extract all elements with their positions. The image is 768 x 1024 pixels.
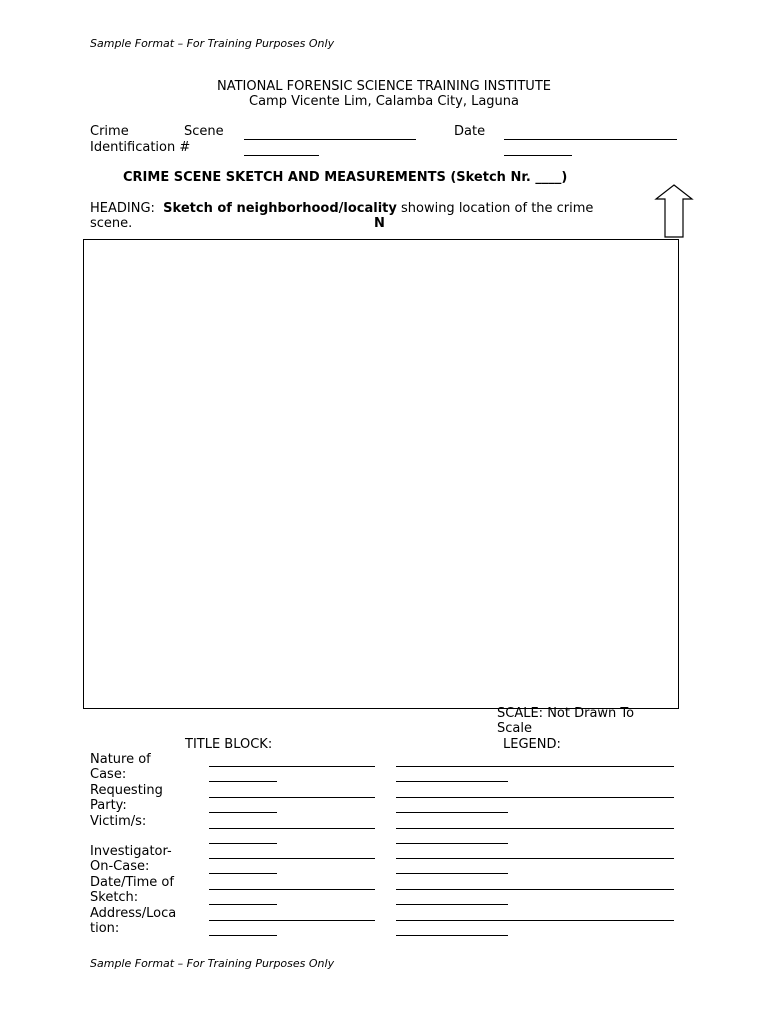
legend-line-short[interactable] (396, 904, 508, 905)
legend-line-short[interactable] (396, 843, 508, 844)
title-block-line-short[interactable] (209, 904, 277, 905)
title-block-line-short[interactable] (209, 873, 277, 874)
row-label-line-1: Nature of (90, 752, 151, 767)
legend-label: LEGEND: (503, 737, 561, 752)
watermark-top: Sample Format – For Training Purposes Only (90, 37, 335, 50)
title-block-line[interactable] (209, 766, 375, 767)
date-line[interactable] (504, 139, 677, 140)
heading-line-2: scene. (90, 216, 133, 231)
heading-bold-text: Sketch of neighborhood/locality (163, 201, 397, 216)
row-label-line-1: Requesting (90, 783, 163, 798)
scale-line-1: SCALE: Not Drawn To (497, 706, 635, 721)
identification-line[interactable] (244, 155, 319, 156)
heading-label: HEADING: (90, 201, 155, 216)
row-label-line-1: Date/Time of (90, 875, 174, 890)
crime-scene-word1: Crime (90, 124, 129, 139)
title-block-line[interactable] (209, 920, 375, 921)
title-block-line[interactable] (209, 828, 375, 829)
row-label-line-2: Sketch: (90, 890, 139, 905)
legend-line[interactable] (396, 828, 674, 829)
row-label-line-1: Investigator- (90, 844, 172, 859)
row-label-line-1: Victim/s: (90, 814, 147, 829)
identification-label: Identification # (90, 140, 191, 155)
crime-scene-word2: Scene (184, 124, 224, 139)
title-block-line-short[interactable] (209, 935, 277, 936)
title-block-label: TITLE BLOCK: (185, 737, 273, 752)
institute-name: NATIONAL FORENSIC SCIENCE TRAINING INSTITUTE (217, 79, 551, 94)
legend-line-short[interactable] (396, 781, 508, 782)
row-label-line-2: Party: (90, 798, 127, 813)
form-title: CRIME SCENE SKETCH AND MEASUREMENTS (Sketch Nr. ____) (123, 170, 568, 185)
row-label-line-1: Address/Loca (90, 906, 177, 921)
title-block-line[interactable] (209, 858, 375, 859)
watermark-bottom: Sample Format – For Training Purposes Only (90, 957, 335, 970)
title-block-line[interactable] (209, 797, 375, 798)
legend-line[interactable] (396, 889, 674, 890)
sketch-area[interactable] (83, 239, 679, 709)
legend-line[interactable] (396, 797, 674, 798)
title-block-line-short[interactable] (209, 843, 277, 844)
legend-line-short[interactable] (396, 812, 508, 813)
legend-line[interactable] (396, 766, 674, 767)
date-line-2[interactable] (504, 155, 572, 156)
row-label-line-2: tion: (90, 921, 120, 936)
title-block-line[interactable] (209, 889, 375, 890)
legend-line-short[interactable] (396, 873, 508, 874)
title-block-line-short[interactable] (209, 781, 277, 782)
scale-line-2: Scale (497, 721, 532, 736)
legend-line[interactable] (396, 920, 674, 921)
north-label: N (374, 216, 385, 231)
heading-line (90, 201, 593, 216)
row-label-line-2: Case: (90, 767, 127, 782)
legend-line-short[interactable] (396, 935, 508, 936)
title-block-line-short[interactable] (209, 812, 277, 813)
legend-line[interactable] (396, 858, 674, 859)
row-label-line-2: On-Case: (90, 859, 150, 874)
crime-scene-line[interactable] (244, 139, 416, 140)
institute-address: Camp Vicente Lim, Calamba City, Laguna (249, 94, 519, 109)
heading-rest-text: showing location of the crime (400, 201, 594, 216)
date-label: Date (454, 124, 486, 139)
north-arrow-icon (654, 183, 694, 239)
